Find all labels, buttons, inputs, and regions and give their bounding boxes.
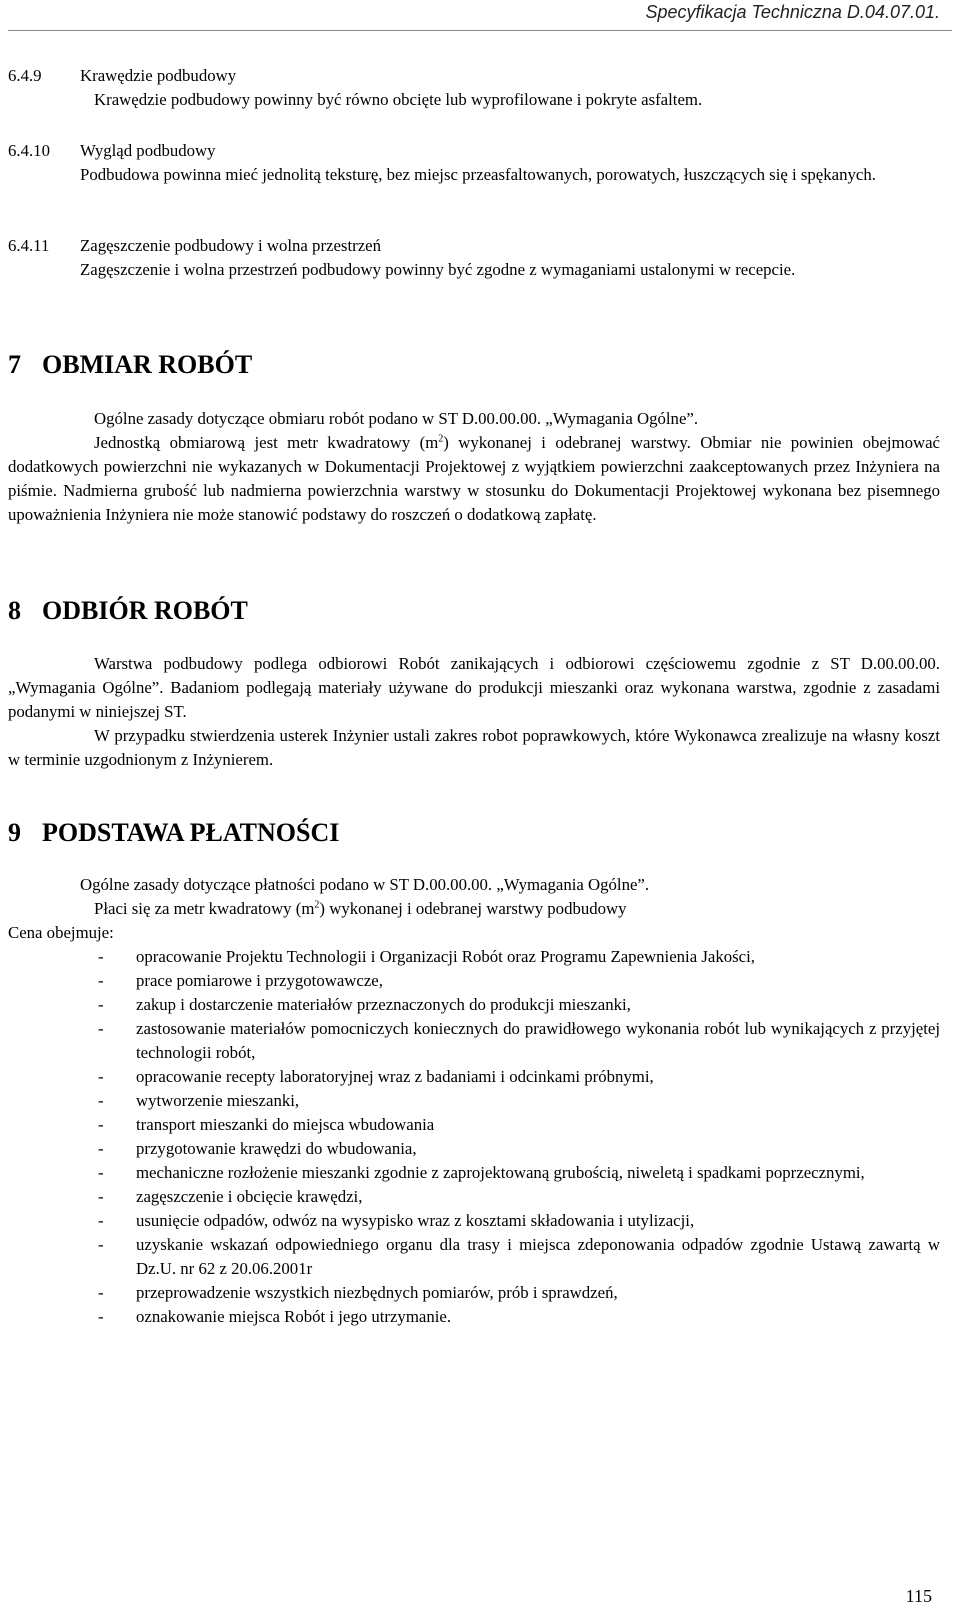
section-9-para-2: [8, 897, 940, 921]
subsection-title: Zagęszczenie podbudowy i wolna przestrzeń: [80, 236, 382, 255]
dash-bullet: -: [98, 1235, 104, 1254]
list-item-text: mechaniczne rozłożenie mieszanki zgodnie z zaprojektowaną grubością, niweletą i spadkami poprzecznymi,: [136, 1163, 865, 1182]
list-item-text: przeprowadzenie wszystkich niezbędnych pomiarów, prób i sprawdzeń,: [136, 1283, 618, 1302]
list-item: [8, 1089, 940, 1113]
text-run: Płaci się za metr kwadratowy (m: [94, 899, 315, 918]
subsection-text: Podbudowa powinna mieć jednolitą teksturę, bez miejsc przeasfaltowanych, porowatych, łuszczących się i spękanych.: [80, 165, 876, 184]
dash-bullet: -: [98, 1091, 104, 1110]
list-item-text: prace pomiarowe i przygotowawcze,: [136, 971, 383, 990]
section-9-body: [8, 873, 940, 945]
dash-bullet: -: [98, 1139, 104, 1158]
section-title: ODBIÓR ROBÓT: [42, 596, 248, 625]
section-7-para-2: [8, 431, 940, 527]
section-9-heading: [8, 818, 339, 848]
list-item: [8, 1233, 940, 1281]
list-item: [8, 1161, 940, 1185]
dash-bullet: -: [98, 1307, 104, 1326]
section-8-para-1: Warstwa podbudowy podlega odbiorowi Robót zanikających i odbiorowi częściowemu zgodnie z ST D.00.00.00. „Wymagania Ogólne”. Badaniom podlegają materiały używane do produkcji mieszanki oraz wykonana warstwa, zgodnie z zasadami podanymi w niniejszej ST.: [8, 654, 940, 721]
dash-bullet: -: [98, 1211, 104, 1230]
subsection-number: 6.4.9: [8, 66, 42, 85]
section-8-para-2: W przypadku stwierdzenia usterek Inżynier ustali zakres robot poprawkowych, które Wykonawca zrealizuje na własny koszt w terminie uzgodnionym z Inżynierem.: [8, 726, 940, 769]
list-item-text: transport mieszanki do miejsca wbudowania: [136, 1115, 435, 1134]
subsection-title: Wygląd podbudowy: [80, 141, 216, 160]
list-item-text: usunięcie odpadów, odwóz na wysypisko wraz z kosztami składowania i utylizacji,: [136, 1211, 695, 1230]
section-number: 7: [8, 350, 21, 379]
list-item-text: wytworzenie mieszanki,: [136, 1091, 300, 1110]
list-item-text: przygotowanie krawędzi do wbudowania,: [136, 1139, 417, 1158]
page-number: 115: [905, 1586, 932, 1606]
subsection-6-4-11: [8, 234, 940, 282]
dash-bullet: -: [98, 971, 104, 990]
subsection-text: Zagęszczenie i wolna przestrzeń podbudowy powinny być zgodne z wymaganiami ustalonymi w recepcie.: [80, 260, 796, 279]
subsection-number: 6.4.10: [8, 141, 50, 160]
section-7-body: [8, 407, 940, 527]
header-rule: [8, 30, 952, 31]
section-8-heading: [8, 596, 248, 626]
subsection-6-4-9: [8, 64, 940, 112]
list-item: [8, 1017, 940, 1065]
superscript: 2: [314, 899, 320, 911]
section-title: PODSTAWA PŁATNOŚCI: [42, 818, 340, 847]
subsection-number: 6.4.11: [8, 236, 50, 255]
document-page: [8, 0, 952, 1613]
list-item-text: uzyskanie wskazań odpowiedniego organu dla trasy i miejsca zdeponowania odpadów zgodnie Ustawą zawartą w Dz.U. nr 62 z 20.06.2001r: [136, 1235, 940, 1278]
subsection-heading: [8, 64, 940, 88]
dash-bullet: -: [98, 1019, 104, 1038]
list-item-text: zastosowanie materiałów pomocniczych koniecznych do prawidłowego wykonania robót lub wynikających z przyjętej technologii robót,: [136, 1019, 940, 1062]
subsection-heading: [8, 234, 940, 258]
list-item: [8, 1113, 940, 1137]
list-item: [8, 1137, 940, 1161]
list-item: [8, 1305, 940, 1329]
dash-bullet: -: [98, 995, 104, 1014]
subsection-title: Krawędzie podbudowy: [80, 66, 237, 85]
list-item: [8, 969, 940, 993]
list-item: [8, 945, 940, 969]
section-8-body: [8, 652, 940, 772]
section-number: 8: [8, 596, 21, 625]
price-items-list: [8, 945, 940, 1329]
subsection-text: Krawędzie podbudowy powinny być równo obcięte lub wyprofilowane i pokryte asfaltem.: [94, 90, 703, 109]
subsection-heading: [8, 139, 940, 163]
section-9-para-1: Ogólne zasady dotyczące płatności podano w ST D.00.00.00. „Wymagania Ogólne”.: [80, 875, 650, 894]
list-item: [8, 993, 940, 1017]
section-title: OBMIAR ROBÓT: [42, 350, 253, 379]
dash-bullet: -: [98, 1115, 104, 1134]
list-item: [8, 1209, 940, 1233]
superscript: 2: [438, 433, 444, 445]
section-7-para-1: Ogólne zasady dotyczące obmiaru robót podano w ST D.00.00.00. „Wymagania Ogólne”.: [94, 409, 699, 428]
list-item-text: zakup i dostarczenie materiałów przeznaczonych do produkcji mieszanki,: [136, 995, 631, 1014]
list-item: [8, 1065, 940, 1089]
text-run: ) wykonanej i odebranej warstwy podbudowy: [319, 899, 627, 918]
dash-bullet: -: [98, 1163, 104, 1182]
list-item-text: zagęszczenie i obcięcie krawędzi,: [136, 1187, 363, 1206]
dash-bullet: -: [98, 1283, 104, 1302]
text-run: ) wykonanej i odebranej warstwy. Obmiar nie powinien obejmować dodatkowych powierzchni nie wykazanych w Dokumentacji Projektowej z wyjątkiem powierzchni zaakceptowanych przez Inżyniera na piśmie. Nadmierna grubość lub nadmierna powierzchnia warstwy w stosunku do Dokumentacji Projektowej wykonana bez pisemnego upoważnienia Inżyniera nie może stanowić podstawy do roszczeń o dodatkową zapłatę.: [8, 433, 940, 524]
page-header: Specyfikacja Techniczna D.04.07.01.: [645, 2, 940, 22]
dash-bullet: -: [98, 1067, 104, 1086]
list-item-text: opracowanie Projektu Technologii i Organizacji Robót oraz Programu Zapewnienia Jakości,: [136, 947, 755, 966]
section-number: 9: [8, 818, 21, 847]
list-item-text: oznakowanie miejsca Robót i jego utrzymanie.: [136, 1307, 452, 1326]
text-run: Jednostką obmiarową jest metr kwadratowy (m: [94, 433, 439, 452]
subsection-6-4-10: [8, 139, 940, 187]
dash-bullet: -: [98, 1187, 104, 1206]
list-item-text: opracowanie recepty laboratoryjnej wraz z badaniami i odcinkami próbnymi,: [136, 1067, 654, 1086]
section-7-heading: [8, 350, 252, 380]
dash-bullet: -: [98, 947, 104, 966]
list-item: [8, 1281, 940, 1305]
list-item: [8, 1185, 940, 1209]
section-9-para-3: Cena obejmuje:: [8, 923, 114, 942]
